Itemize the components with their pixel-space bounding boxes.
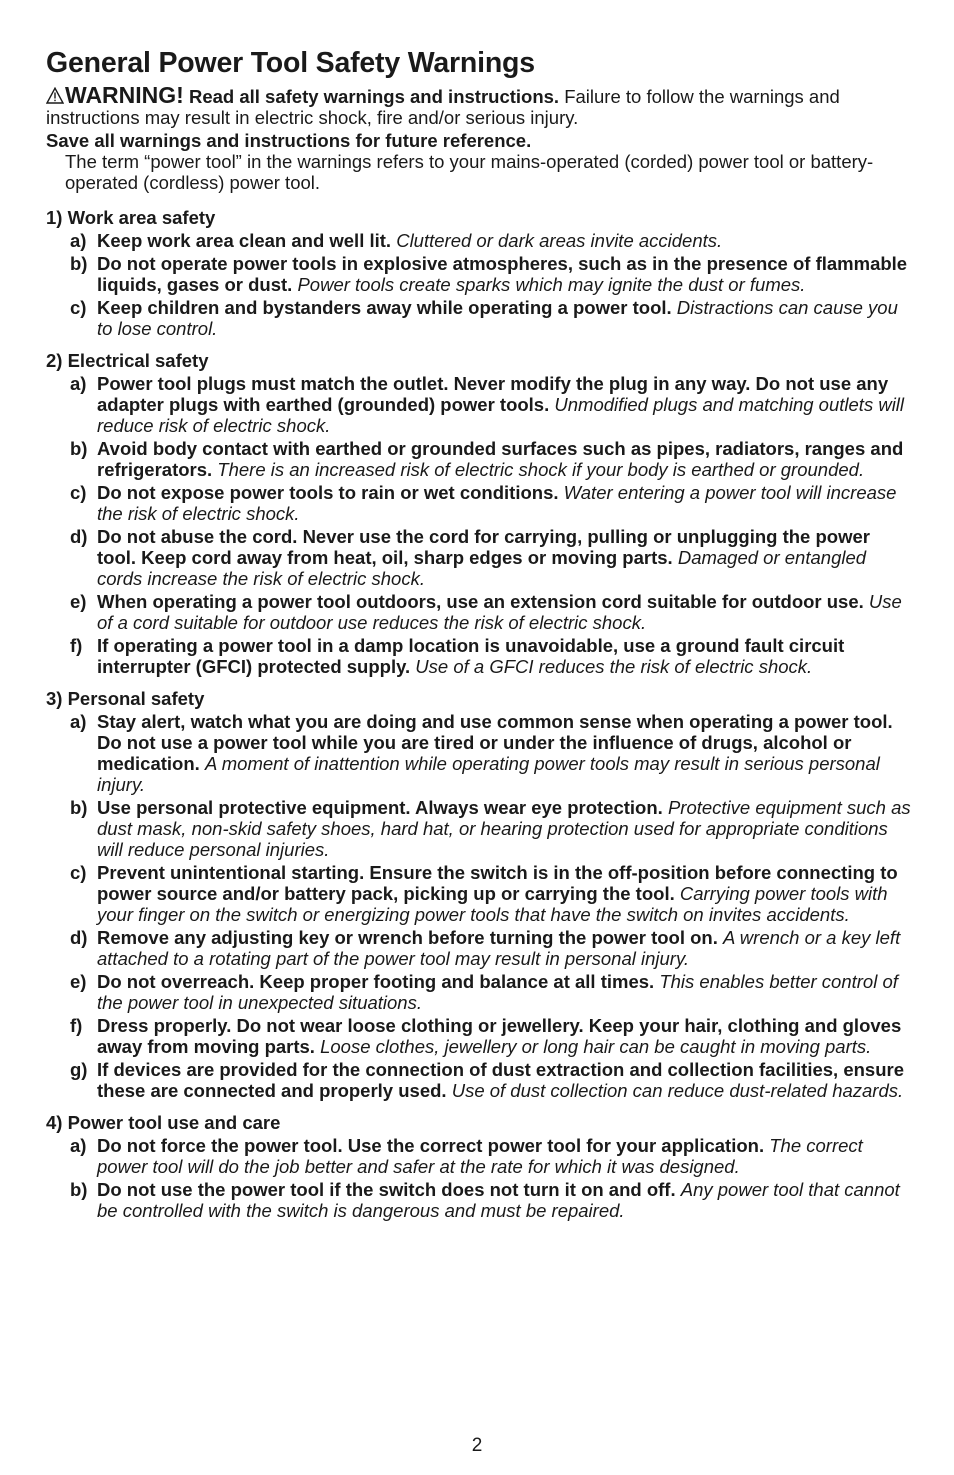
item-bold-text: Avoid body contact with earthed or grounded surfaces such as pipes, radiators, ranges and refrigerators. — [97, 438, 904, 480]
item-letter — [46, 482, 97, 524]
list-item — [46, 253, 911, 295]
list-item — [46, 230, 911, 251]
list-item — [46, 862, 911, 925]
item-bold-text: Do not operate power tools in explosive atmospheres, such as in the presence of flammable liquids, gases or dust. — [97, 253, 908, 295]
item-text — [97, 797, 911, 860]
item-letter-text: g) — [70, 1059, 88, 1080]
item-bold-text: Keep children and bystanders away while operating a power tool. — [97, 297, 672, 318]
page-number: 2 — [471, 1435, 483, 1456]
item-bold-text: If operating a power tool in a damp location is unavoidable, use a ground fault circuit interrupter (GFCI) protected supply. — [97, 635, 845, 677]
item-text — [97, 862, 911, 925]
item-bold-text: Do not abuse the cord. Never use the cord for carrying, pulling or unplugging the power tool. Keep cord away from heat, oil, sharp edges or moving parts. — [97, 526, 870, 568]
list-item — [46, 1179, 911, 1221]
item-italic-text: Unmodified plugs and matching outlets will reduce risk of electric shock. — [97, 394, 905, 436]
item-letter-text: c) — [70, 297, 87, 318]
item-letter-text: c) — [70, 482, 87, 503]
list-item — [46, 297, 911, 339]
item-bold-text: If devices are provided for the connection of dust extraction and collection facilities, ensure these are connected and properly used. — [97, 1059, 904, 1101]
list-item — [46, 927, 911, 969]
item-letter-text: f) — [70, 1015, 83, 1036]
item-italic-text: Carrying power tools with your finger on the switch or energizing power tools that have the switch on invites accidents. — [97, 883, 888, 925]
list-item — [46, 591, 911, 633]
item-letter-text: b) — [70, 253, 88, 274]
item-text — [97, 1135, 911, 1177]
item-letter-text: a) — [70, 230, 87, 251]
item-letter — [46, 1179, 97, 1221]
item-letter — [46, 591, 97, 633]
item-bold-text: Stay alert, watch what you are doing and use common sense when operating a power tool. Do not use a power tool while you are tired or under the influence of drugs, alcohol or medication. — [97, 711, 893, 774]
item-letter — [46, 373, 97, 436]
item-italic-text: The correct power tool will do the job better and safer at the rate for which it was designed. — [97, 1135, 863, 1177]
save-notice: Save all warnings and instructions for future reference. — [46, 130, 532, 151]
list-item — [46, 482, 911, 524]
item-letter-text: a) — [70, 711, 87, 732]
item-letter — [46, 526, 97, 589]
item-letter — [46, 971, 97, 1013]
list-item — [46, 373, 911, 436]
warning-bold-text: Read all safety warnings and instructions. — [188, 86, 560, 107]
item-letter-text: d) — [70, 526, 88, 547]
item-letter-text: c) — [70, 862, 87, 883]
item-italic-text: Power tools create sparks which may ignite the dust or fumes. — [297, 274, 806, 295]
list-item — [46, 635, 911, 677]
section-title: 4) Power tool use and care — [46, 1112, 281, 1133]
item-text — [97, 526, 911, 589]
item-italic-text: Distractions can cause you to lose control. — [97, 297, 898, 339]
list-item — [46, 797, 911, 860]
item-text — [97, 482, 911, 524]
item-text — [97, 591, 911, 633]
item-letter — [46, 862, 97, 925]
item-letter — [46, 1015, 97, 1057]
item-letter-text: e) — [70, 591, 87, 612]
item-italic-text: Protective equipment such as dust mask, non-skid safety shoes, hard hat, or hearing protection used for appropriate conditions will reduce personal injuries. — [97, 797, 911, 860]
warning-triangle-icon — [46, 87, 64, 104]
item-letter-text: a) — [70, 1135, 87, 1156]
item-text — [97, 297, 911, 339]
item-text — [97, 711, 911, 795]
item-italic-text: Any power tool that cannot be controlled with the switch is dangerous and must be repaired. — [97, 1179, 900, 1221]
item-letter — [46, 253, 97, 295]
item-italic-text: Use of a GFCI reduces the risk of electric shock. — [415, 656, 813, 677]
item-bold-text: Remove any adjusting key or wrench before turning the power tool on. — [97, 927, 718, 948]
item-italic-text: Use of dust collection can reduce dust-related hazards. — [451, 1080, 904, 1101]
item-italic-text: Damaged or entangled cords increase the risk of electric shock. — [97, 547, 867, 589]
item-letter-text: d) — [70, 927, 88, 948]
item-text — [97, 230, 911, 251]
item-bold-text: Do not expose power tools to rain or wet conditions. — [97, 482, 559, 503]
item-bold-text: Dress properly. Do not wear loose clothing or jewellery. Keep your hair, clothing and gloves away from moving parts. — [97, 1015, 902, 1057]
item-text — [97, 1015, 911, 1057]
item-text — [97, 635, 911, 677]
item-bold-text: Power tool plugs must match the outlet. Never modify the plug in any way. Do not use any adapter plugs with earthed (grounded) power tools. — [97, 373, 889, 415]
item-italic-text: Loose clothes, jewellery or long hair can be caught in moving parts. — [320, 1036, 872, 1057]
warning-text: Failure to follow the warnings and instructions may result in electric shock, fire and/or serious injury. — [46, 86, 840, 128]
page-title: General Power Tool Safety Warnings — [46, 47, 535, 79]
item-letter-text: b) — [70, 797, 88, 818]
item-text — [97, 927, 911, 969]
item-letter — [46, 1059, 97, 1101]
item-letter — [46, 797, 97, 860]
item-letter-text: b) — [70, 438, 88, 459]
item-bold-text: Prevent unintentional starting. Ensure the switch is in the off-position before connecting to power source and/or battery pack, picking up or carrying the tool. — [97, 862, 898, 904]
list-item — [46, 1015, 911, 1057]
term-note: The term “power tool” in the warnings refers to your mains-operated (corded) power tool or battery-operated (cordless) power tool. — [65, 151, 874, 193]
document-page — [46, 46, 911, 1221]
section-title: 1) Work area safety — [46, 207, 216, 228]
item-italic-text: Water entering a power tool will increase the risk of electric shock. — [97, 482, 897, 524]
item-bold-text: Do not force the power tool. Use the correct power tool for your application. — [97, 1135, 765, 1156]
item-italic-text: This enables better control of the power tool in unexpected situations. — [97, 971, 898, 1013]
item-text — [97, 971, 911, 1013]
item-letter — [46, 635, 97, 677]
item-italic-text: There is an increased risk of electric shock if your body is earthed or grounded. — [217, 459, 865, 480]
list-item — [46, 971, 911, 1013]
item-italic-text: A moment of inattention while operating power tools may result in serious personal injury. — [97, 753, 880, 795]
item-text — [97, 253, 911, 295]
item-text — [97, 373, 911, 436]
list-item — [46, 438, 911, 480]
item-bold-text: Use personal protective equipment. Always wear eye protection. — [97, 797, 663, 818]
sections-container — [46, 207, 911, 1221]
item-italic-text: A wrench or a key left attached to a rotating part of the power tool may result in personal injury. — [97, 927, 901, 969]
warning-paragraph — [46, 82, 911, 128]
section-title: 3) Personal safety — [46, 688, 205, 709]
list-item — [46, 1135, 911, 1177]
item-letter — [46, 230, 97, 251]
list-item — [46, 1059, 911, 1101]
list-item — [46, 711, 911, 795]
item-italic-text: Use of a cord suitable for outdoor use reduces the risk of electric shock. — [97, 591, 902, 633]
item-letter-text: f) — [70, 635, 83, 656]
item-text — [97, 438, 911, 480]
list-item — [46, 526, 911, 589]
item-bold-text: When operating a power tool outdoors, use an extension cord suitable for outdoor use. — [97, 591, 864, 612]
item-bold-text: Keep work area clean and well lit. — [97, 230, 392, 251]
item-letter-text: e) — [70, 971, 87, 992]
item-letter — [46, 711, 97, 795]
item-letter-text: a) — [70, 373, 87, 394]
section-title: 2) Electrical safety — [46, 350, 209, 371]
item-bold-text: Do not overreach. Keep proper footing and balance at all times. — [97, 971, 655, 992]
item-text — [97, 1179, 911, 1221]
item-text — [97, 1059, 911, 1101]
item-letter — [46, 438, 97, 480]
item-letter — [46, 1135, 97, 1177]
item-letter-text: b) — [70, 1179, 88, 1200]
warning-label: WARNING! — [65, 82, 184, 108]
item-italic-text: Cluttered or dark areas invite accidents. — [396, 230, 723, 251]
item-letter — [46, 927, 97, 969]
item-bold-text: Do not use the power tool if the switch does not turn it on and off. — [97, 1179, 676, 1200]
item-letter — [46, 297, 97, 339]
